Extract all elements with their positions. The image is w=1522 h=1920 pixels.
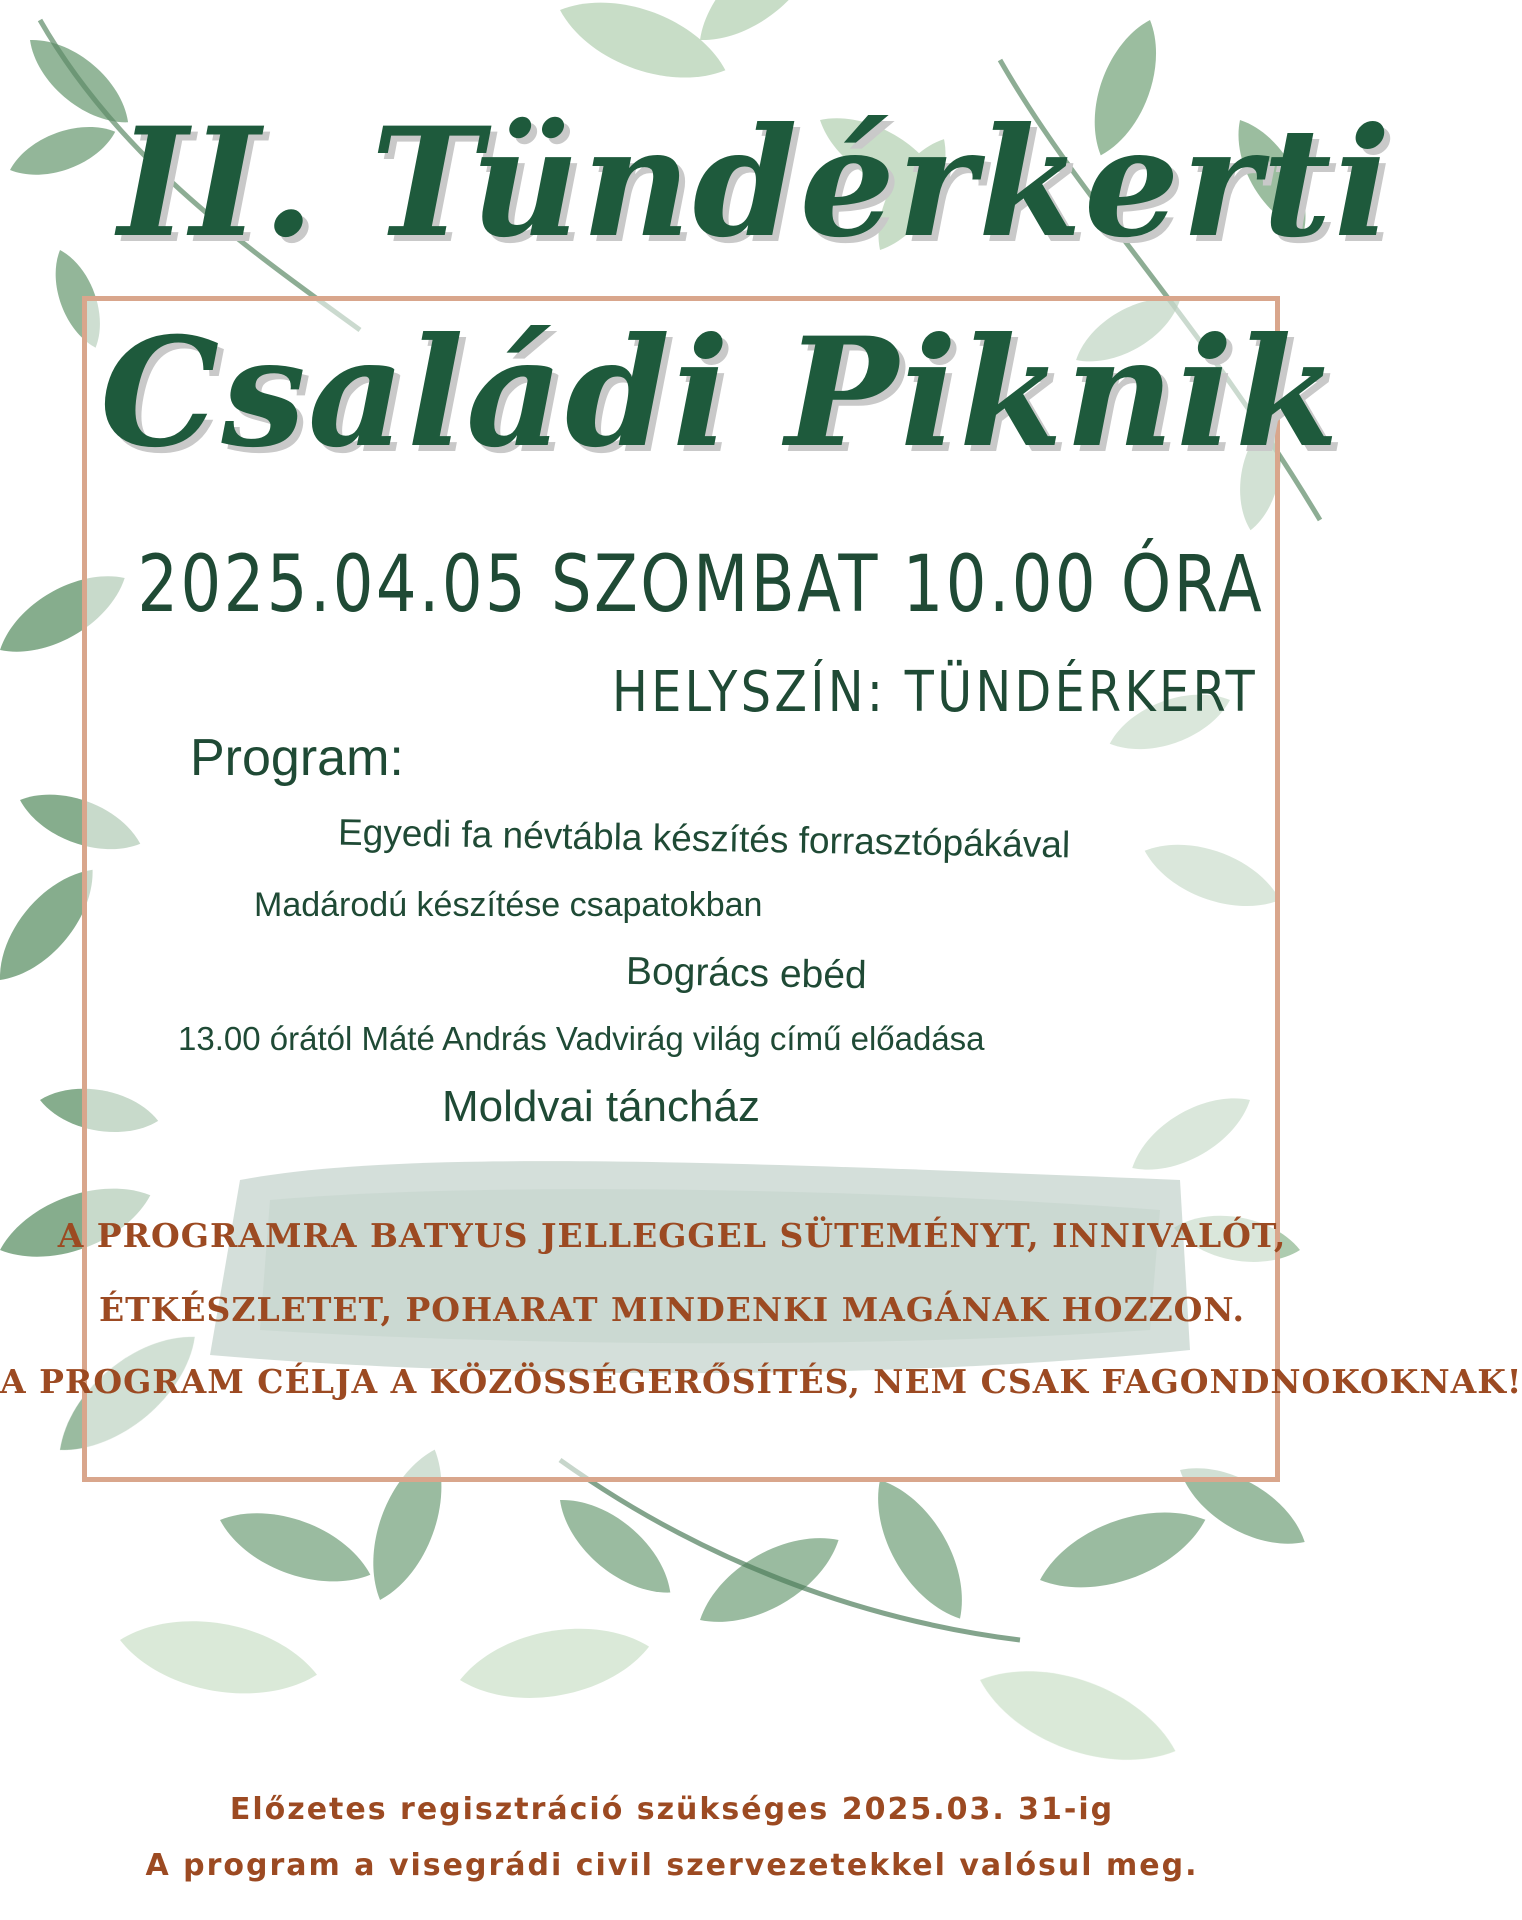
watercolor-brush-stroke (200, 1140, 1200, 1390)
title-line-2: Családi Piknik (100, 305, 1341, 481)
program-item: 13.00 órától Máté András Vadvirág világ című előadása (178, 1020, 985, 1057)
notice-line: ÉTKÉSZLETET, POHARAT MINDENKI MAGÁNAK HOZZON. (99, 1290, 1245, 1329)
notice-line: A PROGRAMRA BATYUS JELLEGGEL SÜTEMÉNYT, INNIVALÓT, (57, 1216, 1287, 1255)
program-heading: Program: (190, 729, 404, 787)
event-location: HELYSZÍN: TÜNDÉRKERT (611, 660, 1258, 725)
footer-organizers: A program a visegrádi civil szervezetekkel valósul meg. (145, 1848, 1199, 1883)
notice-line: A PROGRAM CÉLJA A KÖZÖSSÉGERŐSÍTÉS, NEM CSAK FAGONDNOKOKNAK! (0, 1362, 1522, 1401)
program-item: Moldvai táncház (442, 1082, 760, 1131)
footer-registration: Előzetes regisztráció szükséges 2025.03. 31-ig (229, 1792, 1115, 1827)
program-item: Bogrács ebéd (625, 949, 868, 998)
program-item: Egyedi fa névtábla készítés forrasztópákával (337, 811, 1071, 866)
title-line-1: II. Tündérkerti (118, 95, 1393, 271)
program-item: Madárodú készítése csapatokban (254, 886, 763, 924)
event-datetime: 2025.04.05 SZOMBAT 10.00 ÓRA (137, 540, 1264, 630)
